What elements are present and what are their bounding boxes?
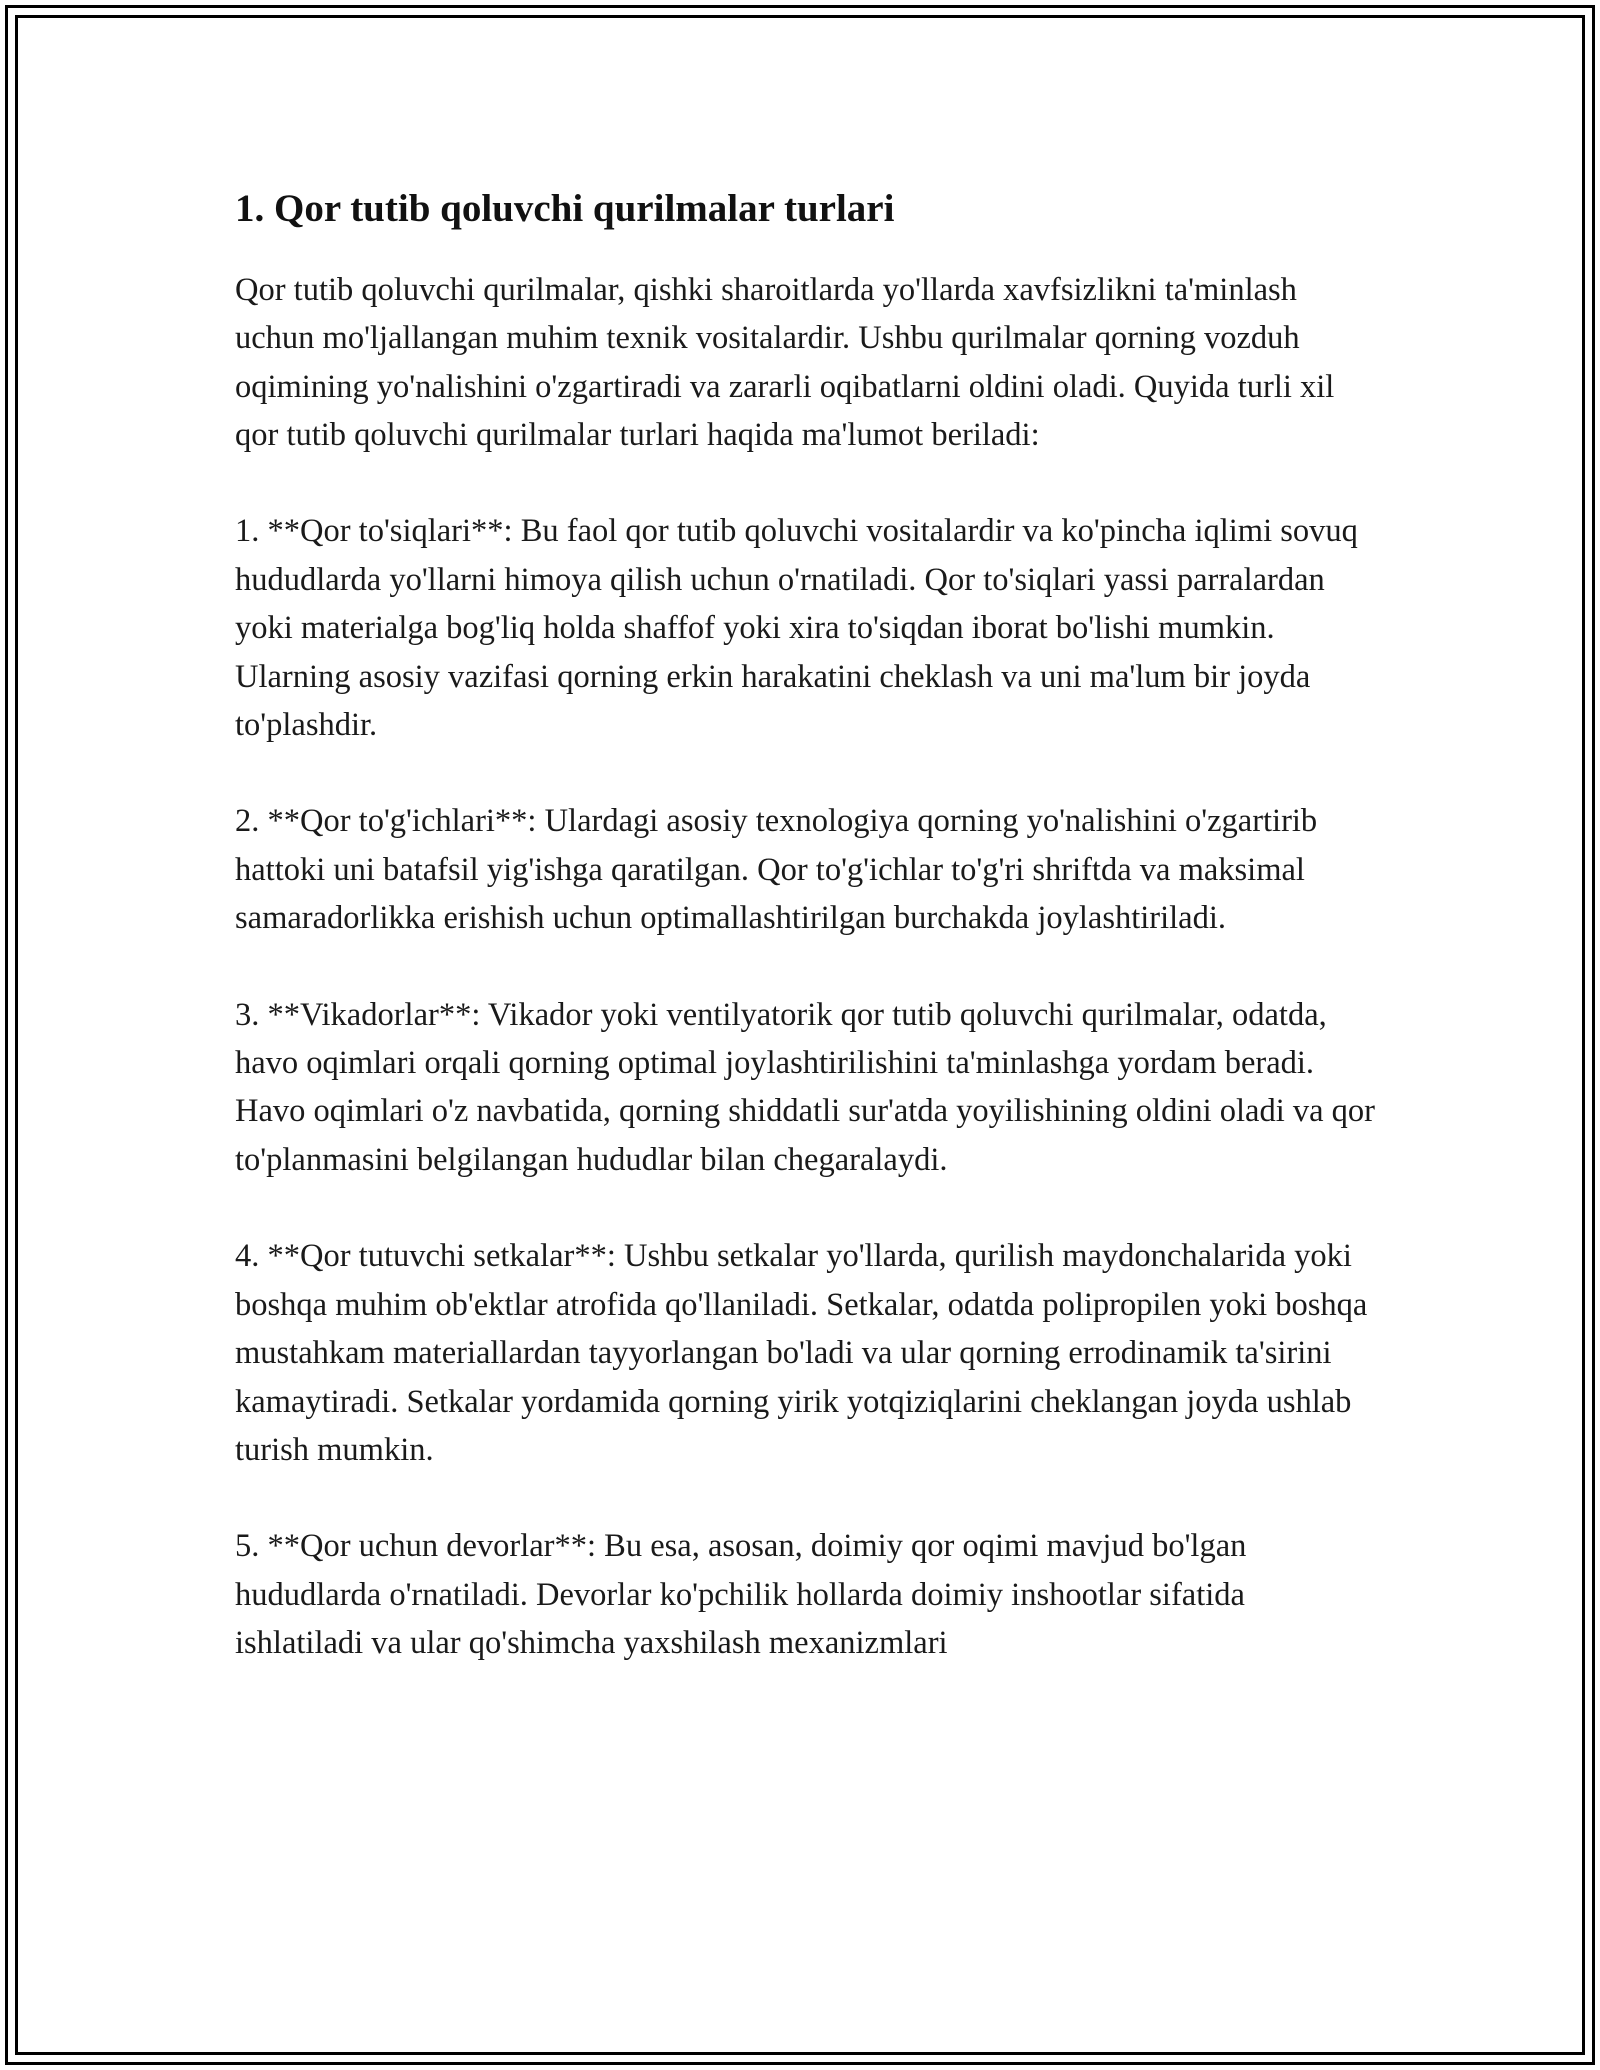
list-item-vikadors: 3. **Vikadorlar**: Vikador yoki ventilyatorik qor tutib qoluvchi qurilmalar, odatda, havo oqimlari orqali qorning optimal joylashtirilishini ta'minlashga yordam beradi. Havo oqimlari o'z navbatida, qorning shiddatli sur'atda yoyilishining oldini oladi va qor to'planmasini belgilangan hududlar bilan chegaralaydi.: [235, 996, 1375, 1178]
list-item-snow-walls: 5. **Qor uchun devorlar**: Bu esa, asosan, doimiy qor oqimi mavjud bo'lgan hududlarda o'rnatiladi. Devorlar ko'pchilik hollarda doimiy inshootlar sifatida ishlatiladi va ular qo'shimcha yaxshilash mexanizmlari: [235, 1528, 1247, 1662]
document-body: [235, 186, 1375, 1668]
list-item-snow-barriers: 1. **Qor to'siqlari**: Bu faol qor tutib qoluvchi vositalardir va ko'pincha iqlimi sovuq hududlarda yo'llarni himoya qilish uchun o'rnatiladi. Qor to'siqlari yassi parralardan yoki materialga bog'liq holda shaffof yoki xira to'siqdan iborat bo'lishi mumkin. Ularning asosiy vazifasi qorning erkin harakatini cheklash va uni ma'lum bir joyda to'plashdir.: [235, 513, 1358, 744]
list-item-snow-nets: 4. **Qor tutuvchi setkalar**: Ushbu setkalar yo'llarda, qurilish maydonchalarida yoki boshqa muhim ob'ektlar atrofida qo'llaniladi. Setkalar, odatda polipropilen yoki boshqa mustahkam materiallardan tayyorlangan bo'ladi va ular qorning errodinamik ta'sirini kamaytiradi. Setkalar yordamida qorning yirik yotqiziqlarini cheklangan joyda ushlab turish mumkin.: [235, 1238, 1368, 1468]
list-item-snow-collectors: 2. **Qor to'g'ichlari**: Ulardagi asosiy texnologiya qorning yo'nalishini o'zgartirib hattoki uni batafsil yig'ishga qaratilgan. Qor to'g'ichlar to'g'ri shriftda va maksimal samaradorlikka erishish uchun optimallashtirilgan burchakda joylashtiriladi.: [235, 803, 1318, 937]
section-heading: 1. Qor tutib qoluvchi qurilmalar turlari: [235, 187, 895, 230]
intro-paragraph: Qor tutib qoluvchi qurilmalar, qishki sharoitlarda yo'llarda xavfsizlikni ta'minlash uchun mo'ljallangan muhim texnik vositalardir. Ushbu qurilmalar qorning vozduh oqimining yo'nalishini o'zgartiradi va zararli oqibatlarni oldini oladi. Quyida turli xil qor tutib qoluvchi qurilmalar turlari haqida ma'lumot beriladi:: [235, 271, 1335, 454]
